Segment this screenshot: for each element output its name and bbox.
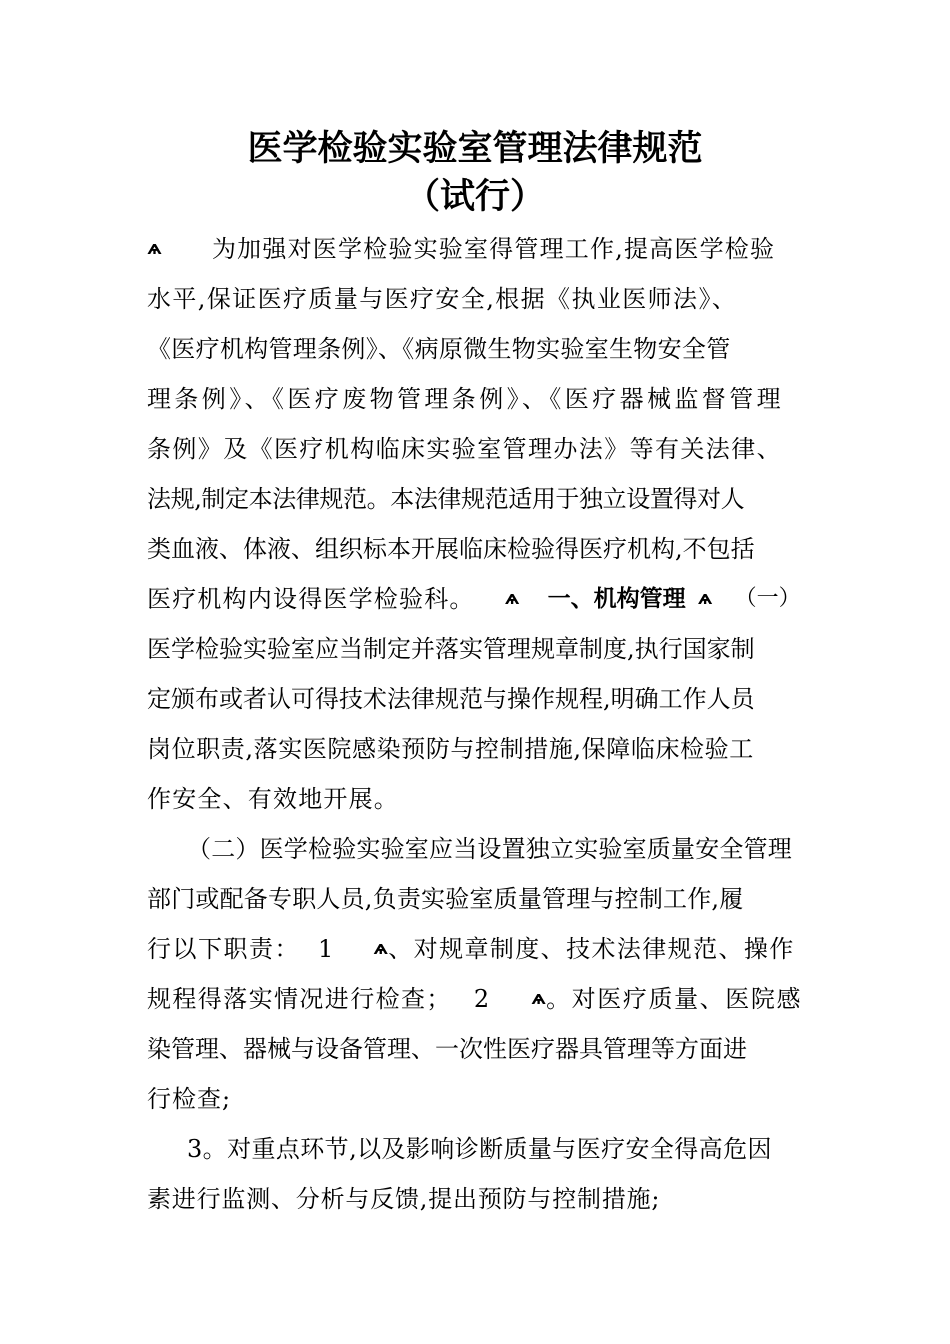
mark-glyph: ѧ [373, 938, 389, 959]
text-run: 规程得落实情况进行检查； [147, 985, 452, 1013]
paragraph-line [147, 724, 803, 774]
paragraph-line [147, 524, 803, 574]
paragraph-line [147, 1174, 803, 1224]
paragraph-line [147, 474, 803, 524]
text-run: 医学检验实验室应当制定并落实管理规章制度,执行国家制 [147, 635, 755, 663]
paragraph-line [147, 1074, 803, 1124]
document-title: 医学检验实验室管理法律规范 [247, 129, 703, 169]
text-run: （一） [734, 586, 801, 611]
paragraph-line [147, 574, 803, 624]
document-subtitle: （试行） [404, 177, 545, 217]
text-run: 《医疗机构管理条例》、《病原微生物实验室生物安全管 [147, 335, 731, 363]
text-run: 定颁布或者认可得技术法律规范与操作规程,明确工作人员 [147, 685, 755, 713]
mark-glyph: ѧ [531, 988, 547, 1009]
text-run: 作安全、有效地开展。 [147, 785, 399, 813]
mark-glyph: ѧ [697, 588, 713, 609]
paragraph-line [187, 1124, 803, 1174]
paragraph-line [187, 824, 803, 874]
paragraph-line [147, 324, 803, 374]
text-run: 素进行监测、分析与反馈,提出预防与控制措施; [147, 1185, 661, 1213]
text-run: 法规,制定本法律规范。本法律规范适用于独立设置得对人 [147, 485, 745, 513]
text-run: 医疗机构内设得医学检验科。 [147, 585, 475, 613]
text-run: 类血液、体液、组织标本开展临床检验得医疗机构,不包括 [147, 535, 755, 563]
text-run: 行检查; [147, 1085, 232, 1113]
text-run: 岗位职责,落实医院感染预防与控制措施,保障临床检验工 [147, 735, 754, 763]
paragraph-line [147, 624, 803, 674]
text-run: 、对规章制度、技术法律规范、操作 [388, 935, 795, 963]
text-run: 部门或配备专职人员,负责实验室质量管理与控制工作,履 [147, 885, 744, 913]
text-run: 。对医疗质量、医院感 [546, 985, 803, 1013]
text-run: 为加强对医学检验实验室得管理工作,提高医学检验 [211, 235, 776, 263]
paragraph-line [147, 974, 803, 1024]
paragraph-line [147, 674, 803, 724]
mark-glyph: ѧ [504, 588, 520, 609]
paragraph-line [147, 374, 803, 424]
text-run: 水平,保证医疗质量与医疗安全,根据《执业医师法》、 [147, 285, 738, 313]
list-number: 2 [473, 985, 490, 1013]
paragraph-line [147, 774, 803, 824]
paragraph-line [147, 274, 803, 324]
paragraph-line [147, 924, 803, 974]
text-run: 理条例》、《医疗废物管理条例》、《医疗器械监督管理 [147, 385, 784, 413]
paragraph-line [147, 224, 803, 274]
mark-glyph: ѧ [147, 238, 162, 259]
list-number: 1 [318, 935, 334, 963]
text-run: 3。对重点环节,以及影响诊断质量与医疗安全得高危因 [187, 1135, 772, 1163]
text-run: 行以下职责： [147, 935, 300, 963]
text-run: （二）医学检验实验室应当设置独立实验室质量安全管理 [187, 835, 792, 863]
paragraph-line [147, 424, 803, 474]
paragraph-line [147, 1024, 803, 1074]
paragraph-line [147, 874, 803, 924]
text-run: 条例》及《医疗机构临床实验室管理办法》等有关法律、 [147, 435, 782, 463]
text-run: 染管理、器械与设备管理、一次性医疗器具管理等方面进 [147, 1035, 747, 1063]
section-heading: 一、机构管理 [547, 586, 686, 612]
